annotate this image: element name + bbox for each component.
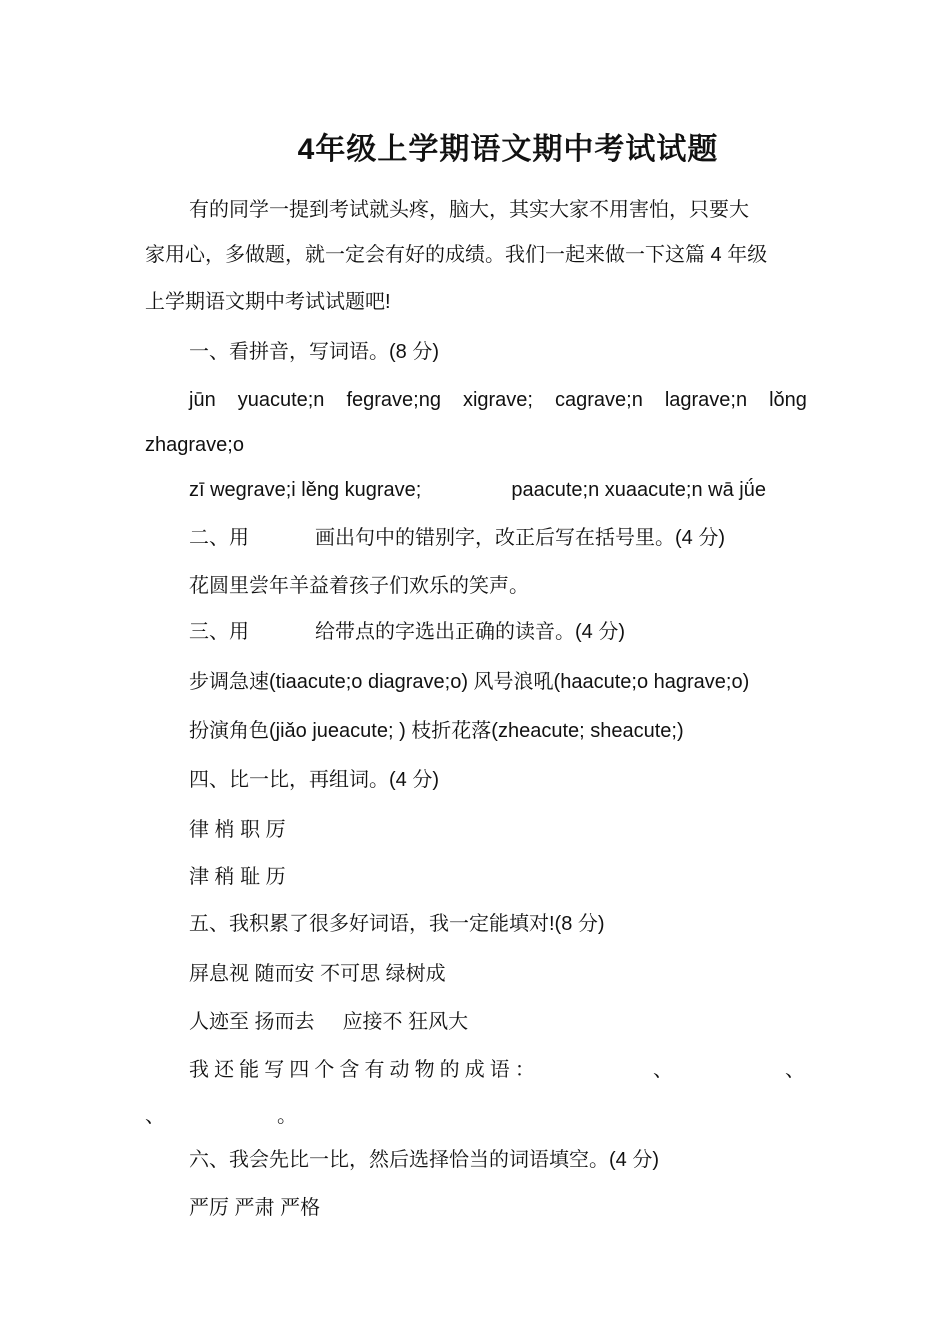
document-title: 4年级上学期语文期中考试试题: [297, 133, 719, 166]
char: 含: [339, 1059, 360, 1081]
section-4-heading: 四、比一比，再组词。(4 分): [189, 769, 439, 791]
section-5-row-1: 屏息视 随而安 不可思 绿树成: [189, 963, 446, 985]
section-3-heading: [189, 620, 625, 644]
separator: 、: [653, 1059, 673, 1081]
intro-line-3: 上学期语文期中考试试题吧!: [145, 291, 391, 313]
char: 还: [214, 1059, 235, 1081]
pinyin-item: lagrave;n: [664, 389, 748, 411]
char: 有: [364, 1059, 385, 1081]
pinyin-item: yuacute;n: [237, 389, 325, 411]
pinyin-item: cagrave;n: [554, 389, 643, 411]
section-2-heading-text: 画出句中的错别字，改正后写在括号里。(4 分): [315, 527, 725, 549]
pinyin-row-2: [189, 478, 766, 502]
char: 我: [189, 1059, 209, 1081]
separator: 、: [145, 1105, 165, 1127]
char: 写: [264, 1059, 285, 1081]
pinyin-row-1-wrap: zhagrave;o: [145, 434, 244, 456]
section-3-line-1: 步调急速(tiaacute;o diagrave;o) 风号浪吼(haacute;o hagrave;o): [189, 671, 750, 693]
char: ：: [514, 1059, 535, 1081]
section-2-heading: [189, 526, 725, 550]
section-2-sentence: 花圆里尝年羊益着孩子们欢乐的笑声。: [189, 575, 529, 597]
section-5-heading: 五、我积累了很多好词语，我一定能填对!(8 分): [189, 913, 605, 935]
section-2-heading-prefix: 二、用: [189, 527, 249, 549]
section-6-heading: 六、我会先比一比，然后选择恰当的词语填空。(4 分): [189, 1149, 659, 1171]
section-5-row-2-b: 应接不 狂风大: [342, 1011, 469, 1033]
end-mark: 。: [277, 1105, 297, 1127]
section-5-row-4: [145, 1104, 805, 1128]
section-4-row-1: 律 梢 职 厉: [189, 819, 286, 841]
char: 物: [414, 1059, 435, 1081]
pinyin-item: lǒng: [769, 389, 807, 411]
pinyin-item: xigrave;: [462, 389, 533, 411]
section-3-heading-prefix: 三、用: [189, 621, 249, 643]
char: 的: [439, 1059, 460, 1081]
section-5-row-3: [189, 1058, 807, 1082]
section-5-row-3-text: [189, 1058, 535, 1082]
char: 能: [239, 1059, 260, 1081]
section-1-heading: 一、看拼音，写词语。(8 分): [189, 341, 439, 363]
char: 四: [289, 1059, 310, 1081]
char: 语: [489, 1059, 510, 1081]
pinyin-group-a: zī wegrave;i lěng kugrave;: [189, 479, 422, 501]
intro-line-1: 有的同学一提到考试就头疼，脑大，其实大家不用害怕，只要大: [189, 199, 749, 221]
separator: 、: [785, 1059, 805, 1081]
section-6-words: 严厉 严肃 严格: [189, 1197, 321, 1219]
section-4-row-2: 津 稍 耻 历: [189, 866, 286, 888]
pinyin-group-b: paacute;n xuaacute;n wā jǘe: [511, 479, 766, 501]
intro-line-2: 家用心，多做题，就一定会有好的成绩。我们一起来做一下这篇 4 年级: [145, 244, 768, 266]
pinyin-item: jūn: [189, 389, 216, 411]
section-3-heading-text: 给带点的字选出正确的读音。(4 分): [315, 621, 625, 643]
section-3-line-2: 扮演角色(jiǎo jueacute; ) 枝折花落(zheacute; sheacute;): [189, 720, 684, 742]
pinyin-item: fegrave;ng: [346, 389, 441, 411]
pinyin-row-1: [189, 388, 807, 412]
char: 成: [464, 1059, 485, 1081]
section-5-row-2-a: 人迹至 扬而去: [189, 1011, 315, 1033]
section-5-row-2: [189, 1010, 468, 1034]
char: 动: [389, 1059, 410, 1081]
char: 个: [314, 1059, 335, 1081]
